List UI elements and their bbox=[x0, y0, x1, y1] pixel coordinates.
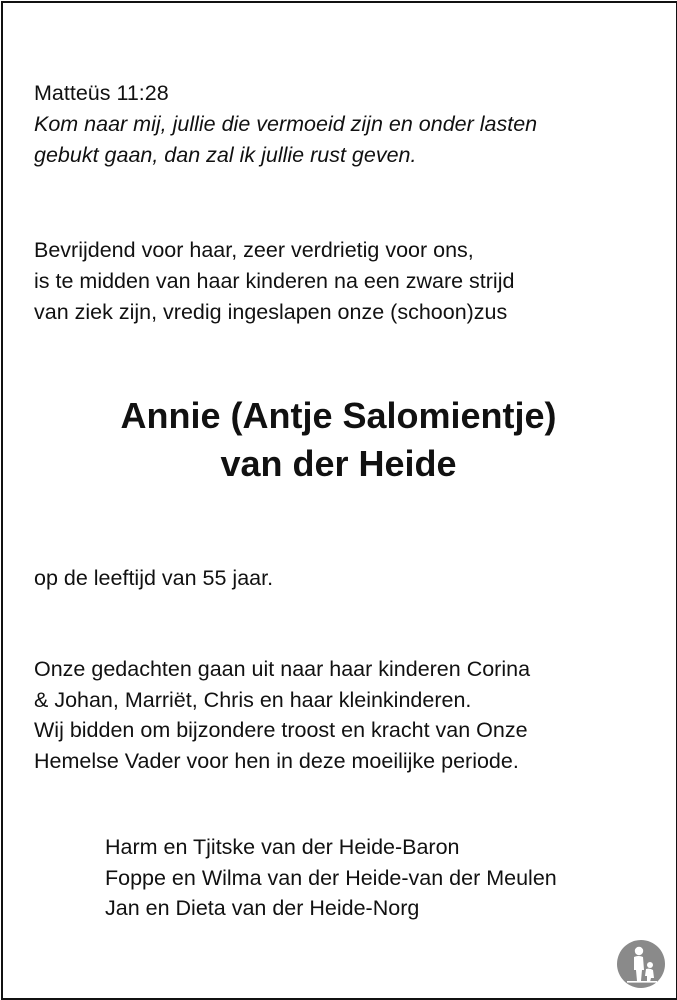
verse-line: Kom naar mij, jullie die vermoeid zijn en onder lasten bbox=[34, 112, 538, 136]
thoughts-line: Wij bidden om bijzondere troost en kracht van Onze bbox=[34, 718, 528, 742]
signatory: Jan en Dieta van der Heide-Norg bbox=[105, 896, 420, 920]
thoughts-line: & Johan, Marriët, Chris en haar kleinkinderen. bbox=[34, 687, 472, 712]
intro-line: Bevrijdend voor haar, zeer verdrietig voor ons, bbox=[34, 238, 474, 262]
intro-line: van ziek zijn, vredig ingeslapen onze (schoon)zus bbox=[34, 300, 508, 324]
signatory: Harm en Tjitske van der Heide-Baron bbox=[105, 835, 460, 859]
verse-reference: Matteüs 11:28 bbox=[34, 81, 169, 105]
thoughts-line: Hemelse Vader voor hen in deze moeilijke periode. bbox=[34, 748, 519, 773]
memorial-figure-icon bbox=[617, 940, 665, 988]
intro-paragraph bbox=[34, 235, 654, 328]
intro-line: is te midden van haar kinderen na een zware strijd bbox=[34, 269, 515, 293]
announcement-text-top bbox=[34, 78, 654, 328]
signatories-list bbox=[105, 832, 557, 924]
deceased-name bbox=[0, 392, 677, 488]
thoughts-line: Onze gedachten gaan uit naar haar kinderen Corina bbox=[34, 657, 531, 681]
deceased-name-line1: Annie (Antje Salomientje) bbox=[120, 395, 557, 436]
deceased-name-line2: van der Heide bbox=[220, 443, 457, 484]
signatory: Foppe en Wilma van der Heide-van der Meulen bbox=[105, 865, 557, 890]
age-statement: op de leeftijd van 55 jaar. bbox=[34, 566, 274, 590]
verse-line: gebukt gaan, dan zal ik jullie rust geven. bbox=[34, 143, 417, 167]
thoughts-paragraph bbox=[34, 654, 530, 776]
